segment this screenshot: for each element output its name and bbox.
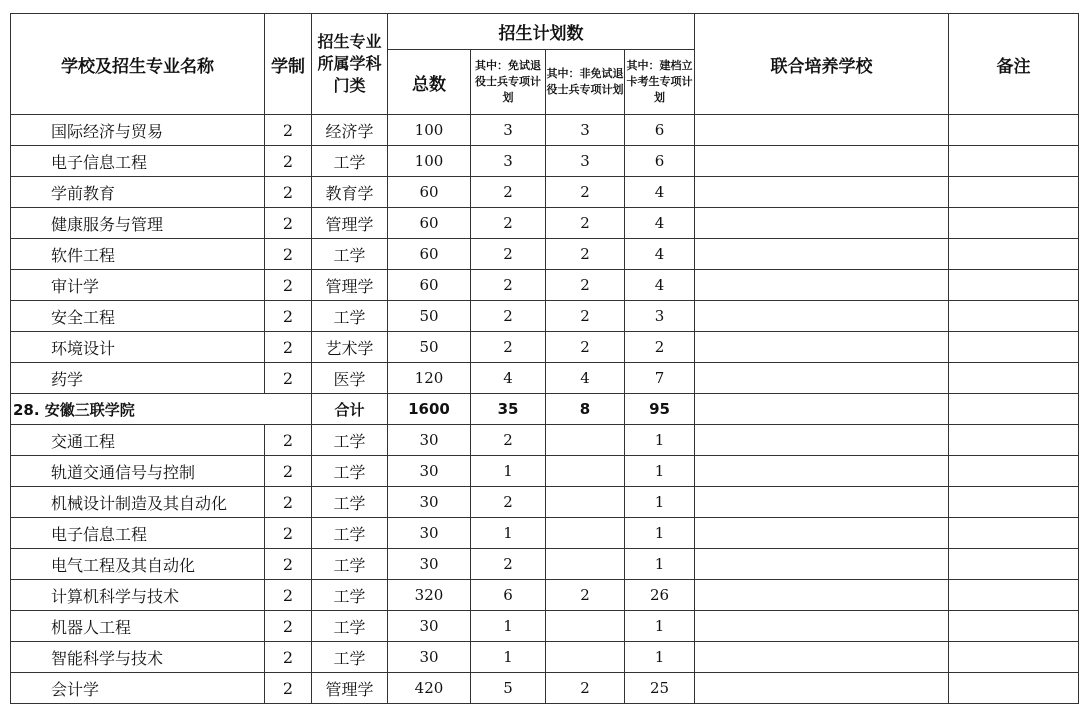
cell-veteran-nonexempt	[546, 549, 625, 580]
table-row	[11, 425, 1079, 456]
cell-category: 管理学	[312, 673, 388, 704]
cell-veteran-exempt: 2	[471, 239, 546, 270]
cell-category: 工学	[312, 301, 388, 332]
cell-veteran-exempt: 2	[471, 332, 546, 363]
cell-veteran-nonexempt: 2	[546, 301, 625, 332]
cell-major-name: 药学	[11, 363, 265, 394]
table-row	[11, 208, 1079, 239]
table-row	[11, 611, 1079, 642]
cell-veteran-nonexempt	[546, 518, 625, 549]
header-remarks: 备注	[949, 14, 1079, 115]
cell-category: 工学	[312, 146, 388, 177]
cell-duration: 2	[265, 301, 312, 332]
table-row	[11, 673, 1079, 704]
header-plan-group: 招生计划数	[388, 14, 695, 50]
cell-remark	[949, 580, 1079, 611]
cell-veteran-nonexempt: 2	[546, 673, 625, 704]
cell-total: 30	[388, 456, 471, 487]
cell-category: 工学	[312, 239, 388, 270]
cell-duration: 2	[265, 642, 312, 673]
cell-major-name: 机器人工程	[11, 611, 265, 642]
cell-remark	[949, 270, 1079, 301]
table-header	[11, 14, 1079, 115]
cell-remark	[949, 115, 1079, 146]
cell-remark	[949, 518, 1079, 549]
cell-major-name: 电气工程及其自动化	[11, 549, 265, 580]
cell-poverty: 25	[625, 673, 695, 704]
cell-joint-school	[695, 239, 949, 270]
cell-total: 50	[388, 301, 471, 332]
cell-category: 经济学	[312, 115, 388, 146]
cell-remark	[949, 642, 1079, 673]
cell-category: 工学	[312, 549, 388, 580]
header-veteran-exempt: 其中：免试退役士兵专项计划	[471, 50, 546, 115]
cell-category: 工学	[312, 487, 388, 518]
cell-category: 工学	[312, 518, 388, 549]
cell-total: 30	[388, 518, 471, 549]
cell-category: 工学	[312, 456, 388, 487]
header-duration: 学制	[265, 14, 312, 115]
cell-duration: 2	[265, 425, 312, 456]
cell-total: 1600	[388, 394, 471, 425]
cell-remark	[949, 332, 1079, 363]
cell-category: 工学	[312, 642, 388, 673]
cell-total: 30	[388, 611, 471, 642]
table-row	[11, 549, 1079, 580]
cell-total: 30	[388, 425, 471, 456]
table-row	[11, 518, 1079, 549]
cell-total: 100	[388, 115, 471, 146]
cell-veteran-exempt: 1	[471, 518, 546, 549]
cell-category: 管理学	[312, 208, 388, 239]
cell-joint-school	[695, 487, 949, 518]
cell-duration: 2	[265, 239, 312, 270]
cell-total: 100	[388, 146, 471, 177]
cell-total: 60	[388, 239, 471, 270]
cell-poverty: 4	[625, 177, 695, 208]
cell-total: 60	[388, 177, 471, 208]
cell-veteran-nonexempt	[546, 487, 625, 518]
cell-poverty: 4	[625, 270, 695, 301]
cell-total: 120	[388, 363, 471, 394]
cell-veteran-nonexempt: 2	[546, 270, 625, 301]
cell-veteran-nonexempt	[546, 611, 625, 642]
table-body	[11, 115, 1079, 704]
table-row	[11, 487, 1079, 518]
cell-remark	[949, 239, 1079, 270]
cell-poverty: 1	[625, 611, 695, 642]
cell-major-name: 电子信息工程	[11, 146, 265, 177]
table-row	[11, 301, 1079, 332]
cell-veteran-exempt: 1	[471, 456, 546, 487]
cell-veteran-nonexempt	[546, 425, 625, 456]
header-category: 招生专业所属学科门类	[312, 14, 388, 115]
cell-joint-school	[695, 611, 949, 642]
table-row	[11, 580, 1079, 611]
cell-veteran-exempt: 4	[471, 363, 546, 394]
cell-total: 30	[388, 642, 471, 673]
cell-duration: 2	[265, 146, 312, 177]
cell-duration: 2	[265, 487, 312, 518]
cell-veteran-nonexempt: 8	[546, 394, 625, 425]
cell-veteran-exempt: 2	[471, 549, 546, 580]
cell-veteran-exempt: 2	[471, 425, 546, 456]
cell-major-name: 国际经济与贸易	[11, 115, 265, 146]
cell-veteran-exempt: 2	[471, 487, 546, 518]
cell-poverty: 1	[625, 456, 695, 487]
cell-veteran-nonexempt: 3	[546, 115, 625, 146]
cell-remark	[949, 456, 1079, 487]
cell-veteran-nonexempt: 2	[546, 177, 625, 208]
cell-poverty: 1	[625, 425, 695, 456]
cell-poverty: 95	[625, 394, 695, 425]
cell-joint-school	[695, 456, 949, 487]
cell-poverty: 4	[625, 208, 695, 239]
cell-duration: 2	[265, 518, 312, 549]
cell-poverty: 4	[625, 239, 695, 270]
cell-category: 工学	[312, 611, 388, 642]
cell-duration: 2	[265, 332, 312, 363]
cell-major-name: 环境设计	[11, 332, 265, 363]
cell-major-name: 交通工程	[11, 425, 265, 456]
table-row	[11, 332, 1079, 363]
cell-remark	[949, 208, 1079, 239]
cell-remark	[949, 549, 1079, 580]
cell-veteran-exempt: 2	[471, 208, 546, 239]
cell-remark	[949, 177, 1079, 208]
cell-total: 30	[388, 549, 471, 580]
cell-major-name: 电子信息工程	[11, 518, 265, 549]
school-name: 28. 安徽三联学院	[11, 394, 312, 425]
cell-total: 320	[388, 580, 471, 611]
cell-category: 工学	[312, 425, 388, 456]
cell-duration: 2	[265, 580, 312, 611]
cell-joint-school	[695, 518, 949, 549]
cell-poverty: 1	[625, 518, 695, 549]
cell-category: 艺术学	[312, 332, 388, 363]
cell-total: 50	[388, 332, 471, 363]
cell-major-name: 会计学	[11, 673, 265, 704]
cell-major-name: 安全工程	[11, 301, 265, 332]
cell-duration: 2	[265, 673, 312, 704]
cell-major-name: 软件工程	[11, 239, 265, 270]
header-veteran-nonexempt: 其中：非免试退役士兵专项计划	[546, 50, 625, 115]
cell-poverty: 1	[625, 549, 695, 580]
cell-poverty: 2	[625, 332, 695, 363]
cell-veteran-exempt: 3	[471, 115, 546, 146]
cell-category: 管理学	[312, 270, 388, 301]
cell-total: 420	[388, 673, 471, 704]
cell-veteran-exempt: 2	[471, 177, 546, 208]
table-row	[11, 456, 1079, 487]
cell-veteran-exempt: 6	[471, 580, 546, 611]
cell-joint-school	[695, 270, 949, 301]
cell-major-name: 计算机科学与技术	[11, 580, 265, 611]
cell-veteran-nonexempt	[546, 642, 625, 673]
cell-total: 30	[388, 487, 471, 518]
header-total: 总数	[388, 50, 471, 115]
cell-veteran-exempt: 5	[471, 673, 546, 704]
cell-veteran-nonexempt: 2	[546, 580, 625, 611]
cell-poverty: 26	[625, 580, 695, 611]
cell-major-name: 智能科学与技术	[11, 642, 265, 673]
cell-poverty: 6	[625, 115, 695, 146]
cell-major-name: 健康服务与管理	[11, 208, 265, 239]
cell-joint-school	[695, 580, 949, 611]
cell-joint-school	[695, 301, 949, 332]
cell-remark	[949, 425, 1079, 456]
cell-remark	[949, 146, 1079, 177]
school-total-row	[11, 394, 1079, 425]
cell-poverty: 1	[625, 487, 695, 518]
table-row	[11, 239, 1079, 270]
table-row	[11, 642, 1079, 673]
cell-category: 教育学	[312, 177, 388, 208]
cell-remark	[949, 363, 1079, 394]
cell-duration: 2	[265, 549, 312, 580]
cell-veteran-nonexempt: 2	[546, 208, 625, 239]
cell-major-name: 机械设计制造及其自动化	[11, 487, 265, 518]
cell-remark	[949, 611, 1079, 642]
cell-joint-school	[695, 363, 949, 394]
table-row	[11, 363, 1079, 394]
cell-category: 合计	[312, 394, 388, 425]
cell-duration: 2	[265, 208, 312, 239]
cell-total: 60	[388, 208, 471, 239]
cell-joint-school	[695, 394, 949, 425]
table-row	[11, 146, 1079, 177]
cell-veteran-exempt: 1	[471, 611, 546, 642]
cell-joint-school	[695, 673, 949, 704]
cell-veteran-nonexempt: 4	[546, 363, 625, 394]
cell-joint-school	[695, 115, 949, 146]
cell-joint-school	[695, 332, 949, 363]
cell-major-name: 审计学	[11, 270, 265, 301]
cell-veteran-nonexempt: 2	[546, 239, 625, 270]
table-row	[11, 177, 1079, 208]
cell-joint-school	[695, 177, 949, 208]
cell-category: 工学	[312, 580, 388, 611]
cell-remark	[949, 301, 1079, 332]
cell-remark	[949, 487, 1079, 518]
enrollment-plan-table	[10, 13, 1079, 704]
cell-duration: 2	[265, 115, 312, 146]
cell-major-name: 学前教育	[11, 177, 265, 208]
cell-joint-school	[695, 208, 949, 239]
cell-total: 60	[388, 270, 471, 301]
cell-veteran-nonexempt	[546, 456, 625, 487]
cell-veteran-nonexempt: 3	[546, 146, 625, 177]
cell-poverty: 1	[625, 642, 695, 673]
cell-veteran-exempt: 1	[471, 642, 546, 673]
cell-veteran-exempt: 2	[471, 270, 546, 301]
cell-remark	[949, 394, 1079, 425]
cell-poverty: 6	[625, 146, 695, 177]
cell-duration: 2	[265, 363, 312, 394]
cell-poverty: 7	[625, 363, 695, 394]
cell-joint-school	[695, 146, 949, 177]
cell-remark	[949, 673, 1079, 704]
cell-poverty: 3	[625, 301, 695, 332]
cell-veteran-nonexempt: 2	[546, 332, 625, 363]
cell-veteran-exempt: 3	[471, 146, 546, 177]
cell-major-name: 轨道交通信号与控制	[11, 456, 265, 487]
header-joint-school: 联合培养学校	[695, 14, 949, 115]
cell-joint-school	[695, 549, 949, 580]
cell-duration: 2	[265, 611, 312, 642]
cell-joint-school	[695, 425, 949, 456]
cell-duration: 2	[265, 270, 312, 301]
cell-duration: 2	[265, 177, 312, 208]
cell-joint-school	[695, 642, 949, 673]
cell-veteran-exempt: 2	[471, 301, 546, 332]
cell-duration: 2	[265, 456, 312, 487]
table-row	[11, 270, 1079, 301]
table-row	[11, 115, 1079, 146]
cell-veteran-exempt: 35	[471, 394, 546, 425]
header-poverty: 其中：建档立卡考生专项计划	[625, 50, 695, 115]
header-school-major: 学校及招生专业名称	[11, 14, 265, 115]
cell-category: 医学	[312, 363, 388, 394]
